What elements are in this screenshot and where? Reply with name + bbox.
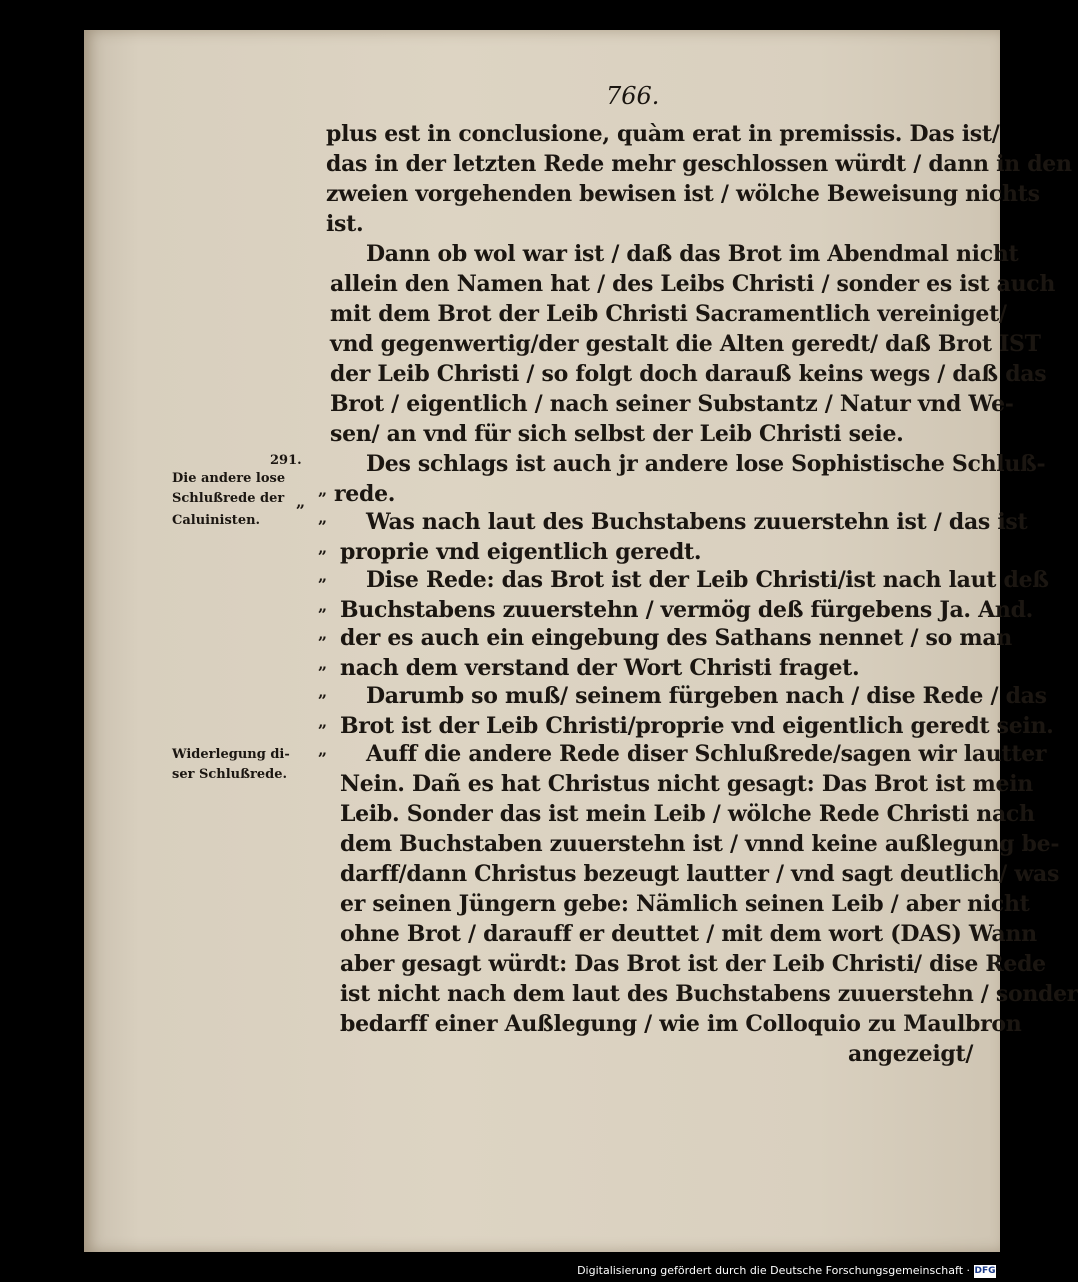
text-line: Buchstabens zuuerstehn / vermög deß fürgebens Ja. And. — [340, 597, 1034, 623]
quote-mark: „ — [318, 712, 328, 731]
text-line: das in der letzten Rede mehr geschlossen würdt / dann in den — [326, 151, 1072, 177]
quote-mark: „ — [296, 492, 306, 511]
text-line: bedarff einer Außlegung / wie im Colloquio zu Maulbron — [340, 1011, 1022, 1037]
text-line: Nein. Dañ es hat Christus nicht gesagt: Das Brot ist mein — [340, 771, 1033, 797]
margin-note: Schlußrede der — [172, 491, 285, 506]
quote-mark: „ — [318, 654, 328, 673]
text-line: Auff die andere Rede diser Schlußrede/sagen wir lautter — [366, 741, 1047, 767]
quote-mark: „ — [318, 682, 328, 701]
text-line: sen/ an vnd für sich selbst der Leib Christi seie. — [330, 421, 904, 447]
text-line: ohne Brot / darauff er deuttet / mit dem wort (DAS) Wann — [340, 921, 1037, 947]
text-line: proprie vnd eigentlich geredt. — [340, 539, 702, 565]
text-line: plus est in conclusione, quàm erat in premissis. Das ist/ — [326, 121, 1000, 147]
margin-note: Die andere lose — [172, 471, 286, 486]
footer-bar — [0, 1262, 1000, 1282]
text-line: ist nicht nach dem laut des Buchstabens zuuerstehn / sonder — [340, 981, 1078, 1007]
funding-notice: Digitalisierung gefördert durch die Deutsche Forschungsgemeinschaft · — [577, 1264, 970, 1277]
text-line: mit dem Brot der Leib Christi Sacramentlich vereiniget/ — [330, 301, 1007, 327]
page-number: 766. — [606, 82, 660, 110]
text-line: nach dem verstand der Wort Christi fraget. — [340, 655, 860, 681]
text-line: Brot / eigentlich / nach seiner Substantz / Natur vnd We- — [330, 391, 1014, 417]
text-line: Dann ob wol war ist / daß das Brot im Abendmal nicht — [366, 241, 1019, 267]
text-line: zweien vorgehenden bewisen ist / wölche Beweisung nichts — [326, 181, 1040, 207]
margin-note: Widerlegung di- — [172, 747, 290, 762]
text-line: Brot ist der Leib Christi/proprie vnd eigentlich geredt sein. — [340, 713, 1054, 739]
text-line: aber gesagt würdt: Das Brot ist der Leib Christi/ dise Rede — [340, 951, 1046, 977]
text-line: Darumb so muß/ seinem fürgeben nach / dise Rede / das — [366, 683, 1047, 709]
quote-mark: „ — [318, 508, 328, 527]
text-line: allein den Namen hat / des Leibs Christi / sonder es ist auch — [330, 271, 1056, 297]
text-line: vnd gegenwertig/der gestalt die Alten geredt/ daß Brot IST — [330, 331, 1041, 357]
margin-note: ser Schlußrede. — [172, 767, 287, 782]
quote-mark: „ — [318, 596, 328, 615]
quote-mark: „ — [318, 624, 328, 643]
text-line: Dise Rede: das Brot ist der Leib Christi/ist nach laut deß — [366, 567, 1049, 593]
text-line: Leib. Sonder das ist mein Leib / wölche Rede Christi nach — [340, 801, 1035, 827]
quote-mark: „ — [318, 566, 328, 585]
quote-mark: „ — [318, 538, 328, 557]
text-line: rede. — [334, 481, 396, 507]
margin-note-number: 291. — [270, 453, 302, 468]
text-line: er seinen Jüngern gebe: Nämlich seinen Leib / aber nicht — [340, 891, 1030, 917]
quote-mark: „ — [318, 480, 328, 499]
quote-mark: „ — [318, 740, 328, 759]
text-line: ist. — [326, 211, 364, 237]
text-line: der Leib Christi / so folgt doch darauß keins wegs / daß das — [330, 361, 1047, 387]
dfg-logo: DFG — [974, 1266, 996, 1276]
text-line: dem Buchstaben zuuerstehn ist / vnnd keine außlegung be- — [340, 831, 1060, 857]
text-line: der es auch ein eingebung des Sathans nennet / so man — [340, 625, 1012, 651]
text-line: angezeigt/ — [848, 1041, 974, 1067]
text-line: darff/dann Christus bezeugt lautter / vnd sagt deutlich/ was — [340, 861, 1060, 887]
text-line: Was nach laut des Buchstabens zuuerstehn ist / das ist — [366, 509, 1028, 535]
margin-note: Caluinisten. — [172, 513, 261, 528]
text-line: Des schlags ist auch jr andere lose Sophistische Schluß- — [366, 451, 1046, 477]
